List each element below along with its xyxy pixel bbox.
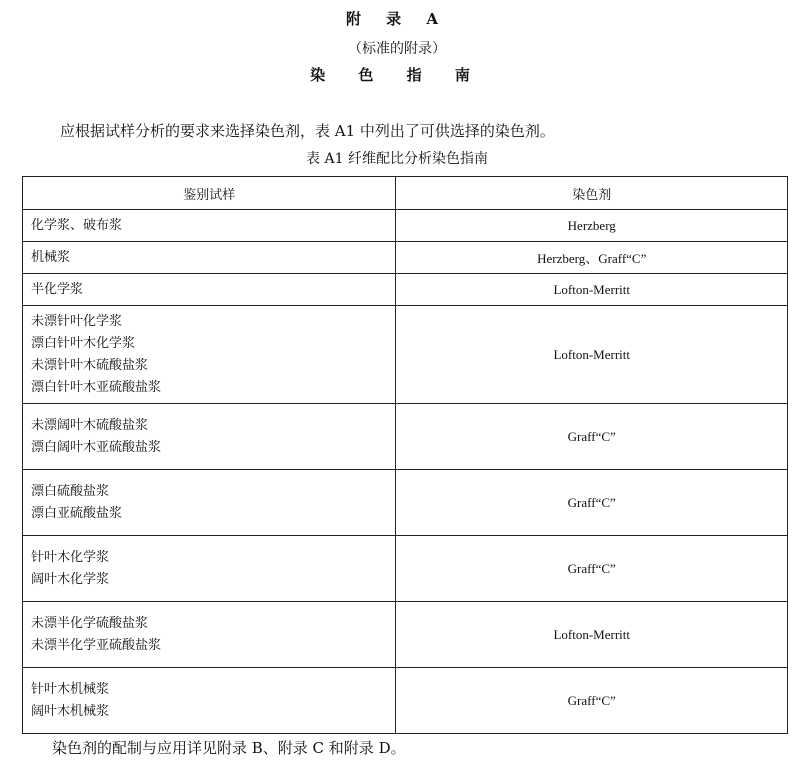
sample-cell bbox=[23, 602, 396, 668]
sample-name: 未漂阔叶木硫酸盐浆 bbox=[31, 417, 149, 433]
dye-cell: Graff“C” bbox=[396, 470, 788, 536]
table-row bbox=[23, 470, 788, 536]
sample-name: 未漂半化学亚硫酸盐浆 bbox=[31, 637, 162, 653]
dye-cell: Graff“C” bbox=[396, 404, 788, 470]
sample-cell bbox=[23, 242, 396, 274]
table-row bbox=[23, 404, 788, 470]
sample-name: 漂白硫酸盐浆 bbox=[31, 483, 110, 499]
appendix-heading: 附 录 A bbox=[345, 10, 449, 28]
table-row bbox=[23, 210, 788, 242]
dye-cell: Lofton-Merritt bbox=[396, 602, 788, 668]
sample-cell bbox=[23, 210, 396, 242]
sample-name: 漂白阔叶木亚硫酸盐浆 bbox=[31, 439, 162, 455]
dye-cell: Herzberg bbox=[396, 210, 788, 242]
header-sample: 鉴别试样 bbox=[23, 177, 396, 210]
table-row bbox=[23, 602, 788, 668]
sample-cell bbox=[23, 668, 396, 734]
sample-name: 漂白针叶木亚硫酸盐浆 bbox=[31, 379, 162, 395]
sample-cell bbox=[23, 470, 396, 536]
sample-name: 未漂半化学硫酸盐浆 bbox=[31, 615, 149, 631]
intro-paragraph: 应根据试样分析的要求来选择染色剂，表 A1 中列出了可供选择的染色剂。 bbox=[60, 122, 555, 140]
header-dye: 染色剂 bbox=[396, 177, 788, 210]
sample-name: 未漂针叶化学浆 bbox=[31, 313, 123, 329]
sample-cell bbox=[23, 306, 396, 404]
sample-name: 机械浆 bbox=[31, 249, 71, 265]
sample-name: 未漂针叶木硫酸盐浆 bbox=[31, 357, 149, 373]
sample-name: 漂白亚硫酸盐浆 bbox=[31, 505, 123, 521]
sample-cell bbox=[23, 274, 396, 306]
footer-note: 染色剂的配制与应用详见附录 B、附录 C 和附录 D。 bbox=[52, 739, 406, 757]
table-row bbox=[23, 242, 788, 274]
sample-name: 阔叶木机械浆 bbox=[31, 703, 110, 719]
sample-name: 针叶木机械浆 bbox=[31, 681, 110, 697]
dye-cell: Graff“C” bbox=[396, 536, 788, 602]
dye-cell: Graff“C” bbox=[396, 668, 788, 734]
sample-name: 阔叶木化学浆 bbox=[31, 571, 110, 587]
sample-name: 针叶木化学浆 bbox=[31, 549, 110, 565]
sample-cell bbox=[23, 536, 396, 602]
dye-cell: Lofton-Merritt bbox=[396, 274, 788, 306]
table-caption: 表 A1 纤维配比分析染色指南 bbox=[306, 151, 488, 167]
sample-cell bbox=[23, 404, 396, 470]
sample-name: 漂白针叶木化学浆 bbox=[31, 335, 136, 351]
dye-cell: Lofton-Merritt bbox=[396, 306, 788, 404]
table-header-row bbox=[23, 177, 788, 210]
table-row bbox=[23, 668, 788, 734]
appendix-title: 染 色 指 南 bbox=[310, 66, 484, 84]
sample-name: 半化学浆 bbox=[31, 281, 84, 297]
appendix-note: （标准的附录） bbox=[348, 41, 446, 57]
table-row bbox=[23, 536, 788, 602]
table-row bbox=[23, 274, 788, 306]
sample-name: 化学浆、破布浆 bbox=[31, 217, 123, 233]
dye-guide-table bbox=[22, 176, 788, 734]
dye-cell: Herzberg、Graff“C” bbox=[396, 242, 788, 274]
table-row bbox=[23, 306, 788, 404]
